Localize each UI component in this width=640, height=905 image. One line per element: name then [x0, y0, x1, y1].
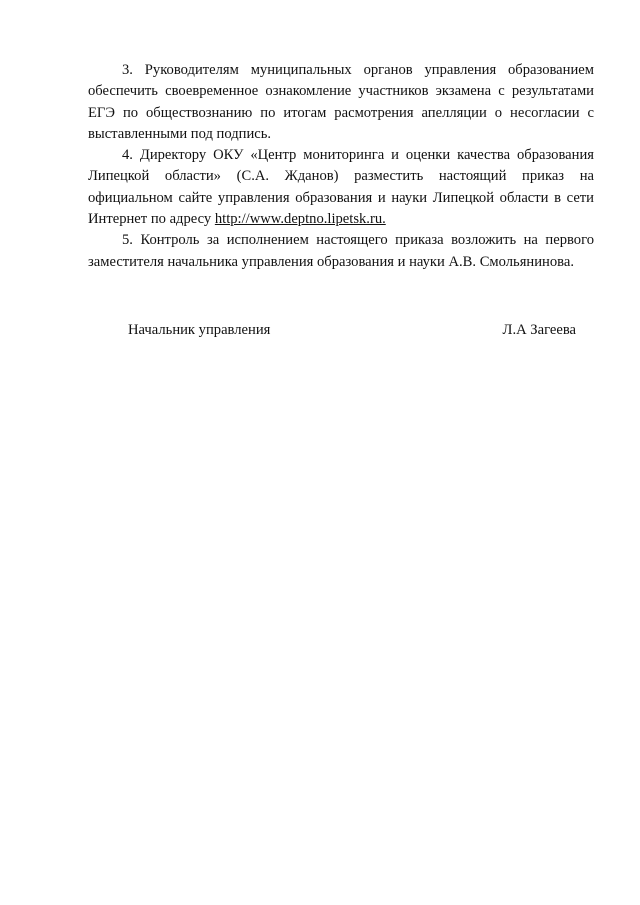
document-body	[88, 60, 594, 273]
paragraph-text: 4. Директору ОКУ «Центр мониторинга и оценки качества образования Липецкой области» (С.А. Жданов) разместить настоящий приказ на официальном сайте управления образования и науки Липецкой области в сети Интернет по адресу	[88, 147, 594, 228]
paragraph-text: 5. Контроль за исполнением настоящего приказа возложить на первого заместителя начальника управления образования и науки А.В. Смольянинова.	[88, 232, 594, 270]
signatory-position: Начальник управления	[128, 322, 271, 338]
signatory-name: Л.А Загеева	[502, 322, 576, 338]
paragraph-item-3	[88, 60, 594, 145]
paragraph-text: 3. Руководителям муниципальных органов управления образованием обеспечить своевременное ознакомление участников экзамена с результатами ЕГЭ по обществознанию по итогам расмотрения апелляции о несогласии с выставленными под подпись.	[88, 62, 594, 142]
paragraph-item-5	[88, 230, 594, 273]
website-link[interactable]: http://www.deptno.lipetsk.ru.	[214, 211, 386, 228]
paragraph-item-4	[88, 145, 594, 230]
